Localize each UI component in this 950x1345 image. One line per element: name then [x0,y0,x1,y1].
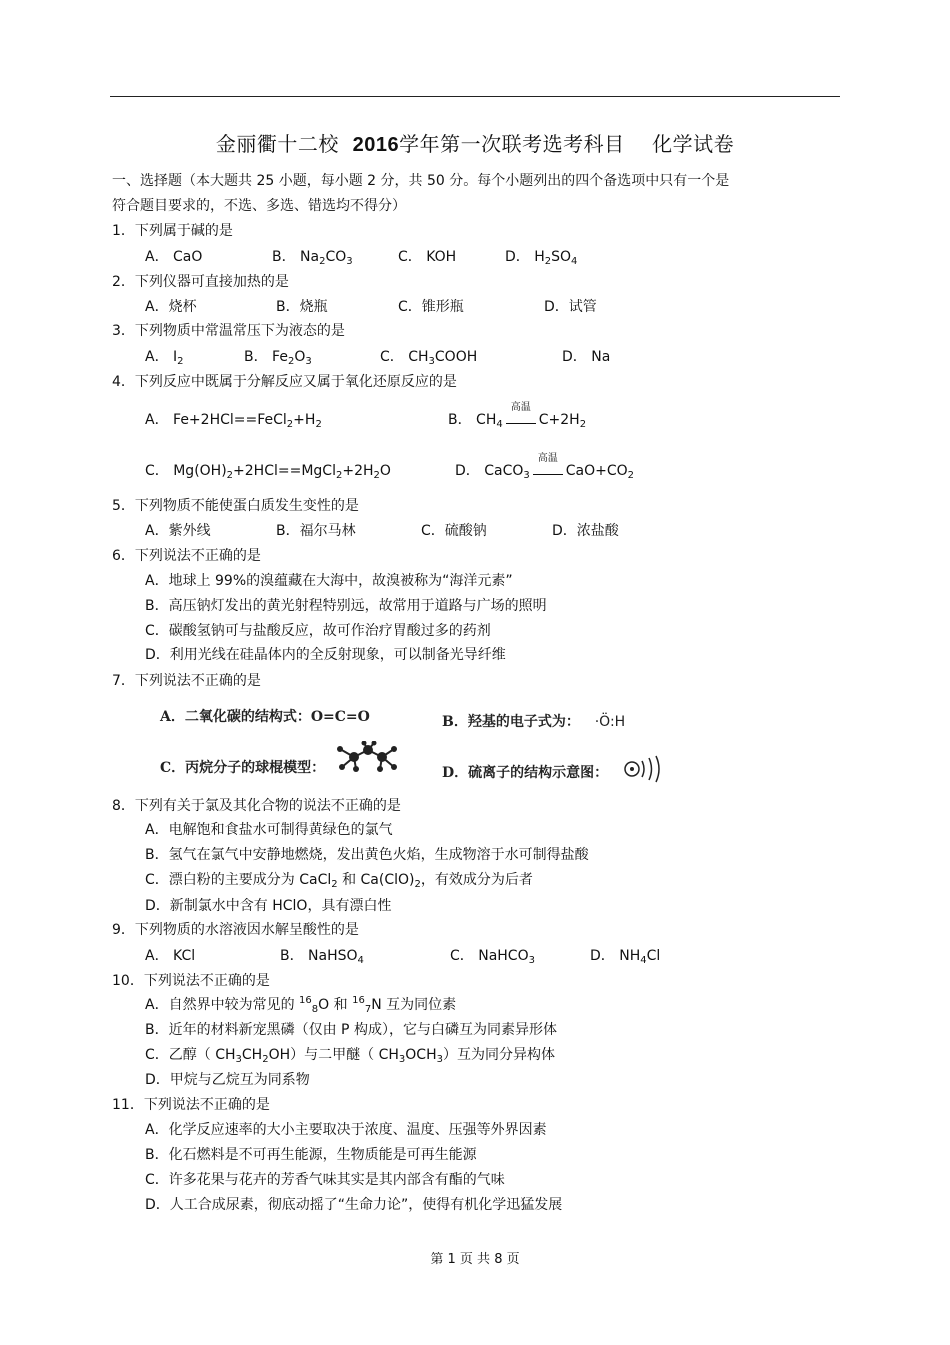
q4-d-condition-arrow: 高温 [533,465,563,475]
q4-option-c: C． $Mg(OH)_2+2HCl==MgCl_2+2H_2O$ [145,463,391,481]
q1-option-c: C． KOH [398,249,457,265]
q9-option-a: A． KCl [145,948,196,964]
header-rule [110,96,840,97]
q9-option-c: C． NaHCO$_3$ [450,948,535,966]
q8-option-c: C．漂白粉的主要成分为 CaCl$_2$ 和 $Ca(ClO)_2$，有效成分为后者 [145,872,533,890]
page-title: 金丽衢十二校 2016学年第一次联考选考科目 化学试卷 [215,132,735,156]
q6-option-a: A．地球上 99%的溴蕴藏在大海中，故溴被称为“海洋元素” [145,573,513,589]
q5-stem: 5．下列物质不能使蛋白质发生变性的是 [112,498,359,514]
q4-b-condition-arrow: 高温 [506,414,536,424]
section-heading-line2: 符合题目要求的，不选、多选、错选均不得分） [112,198,406,214]
q6-stem: 6．下列说法不正确的是 [112,548,261,564]
q7-option-d: D．硫离子的结构示意图： [442,765,609,781]
q3-option-a: A． $I_2$ [145,349,184,367]
q1-stem: 1．下列属于碱的是 [112,223,233,239]
q2-option-c: C．锥形瓶 [398,299,464,315]
q4-option-d: D． CaCO$_3$ 高温 $CaO+CO_2$ [455,453,635,481]
q8-stem: 8．下列有关于氯及其化合物的说法不正确的是 [112,798,401,814]
q3-option-c: C． $CH_3COOH$ [380,349,478,367]
q1-option-a: A． CaO [145,249,203,265]
q5-option-a: A．紫外线 [145,523,211,539]
q10-option-d: D．甲烷与乙烷互为同系物 [145,1072,310,1088]
q10-option-b: B．近年的材料新宠黑磷（仅由 P 构成），它与白磷互为同素异形体 [145,1022,557,1038]
q8-option-b: B．氢气在氯气中安静地燃烧，发出黄色火焰，生成物溶于水可制得盐酸 [145,847,589,863]
q11-stem: 11．下列说法不正确的是 [112,1097,270,1113]
q2-stem: 2．下列仪器可直接加热的是 [112,274,289,290]
q4-option-b: B． $CH_4$ 高温 $C+2H_2$ [448,402,587,430]
q6-option-d: D．利用光线在硅晶体内的全反射现象，可以制备光导纤维 [145,647,506,663]
q11-option-c: C．许多花果与花卉的芳香气味其实是其内部含有酯的气味 [145,1172,505,1188]
q6-option-b: B．高压钠灯发出的黄光射程特别远，故常用于道路与广场的照明 [145,598,547,614]
q4-stem: 4．下列反应中既属于分解反应又属于氧化还原反应的是 [112,374,457,390]
q8-option-a: A．电解饱和食盐水可制得黄绿色的氯气 [145,822,393,838]
q4-option-a: A． $Fe+2HCl==FeCl_2+H_2$ [145,412,322,430]
q9-option-d: D． $NH_4Cl$ [590,948,661,966]
q9-stem: 9．下列物质的水溶液因水解呈酸性的是 [112,922,359,938]
q7-stem: 7．下列说法不正确的是 [112,673,261,689]
q6-option-c: C．碳酸氢钠可与盐酸反应，故可作治疗胃酸过多的药剂 [145,623,491,639]
q7-hydroxyl-electron-formula: ·Ö:H [594,714,626,730]
q1-option-b: B． $Na_2CO_3$ [272,249,353,267]
q5-option-c: C．硫酸钠 [421,523,487,539]
q2-option-b: B．烧瓶 [276,299,328,315]
q5-option-b: B．福尔马林 [276,523,356,539]
section-heading-line1: 一、选择题（本大题共 25 小题，每小题 2 分，共 50 分。每个小题列出的四个备选项中只有一个是 [112,173,730,189]
q7-option-c: C．丙烷分子的球棍模型： [160,760,326,776]
q9-option-b: B． NaHSO$_4$ [280,948,364,966]
q10-option-c: C．乙醇（ $CH_3CH_2OH$）与二甲醚（ $CH_3OCH_3$）互为同分异构体 [145,1047,555,1065]
q7-option-a: A．二氧化碳的结构式：O=C=O [160,709,370,725]
q2-option-a: A．烧杯 [145,299,197,315]
q11-option-a: A．化学反应速率的大小主要取决于浓度、温度、压强等外界因素 [145,1122,547,1138]
q3-option-d: D． Na [562,349,611,365]
q8-option-d: D．新制氯水中含有 HClO，具有漂白性 [145,898,392,914]
q7-option-b: B．羟基的电子式为： ·Ö:H [442,714,626,730]
q5-option-d: D．浓盐酸 [552,523,619,539]
q10-stem: 10．下列说法不正确的是 [112,973,270,989]
q1-option-d: D． $H_2SO_4$ [505,249,578,267]
q3-option-b: B． $Fe_2O_3$ [244,349,312,367]
q11-option-b: B．化石燃料是不可再生能源，生物质能是可再生能源 [145,1147,477,1163]
q3-stem: 3．下列物质中常温常压下为液态的是 [112,323,345,339]
sulfide-ion-structure-diagram-icon [622,755,664,783]
propane-ball-stick-model-icon [334,741,400,773]
q11-option-d: D．人工合成尿素，彻底动摇了“生命力论”，使得有机化学迅猛发展 [145,1197,563,1213]
q10-option-a: A．自然界中较为常见的 $^{16}_8$O 和 $^{16}_7$N 互为同位素 [145,995,457,1015]
page-footer: 第 1 页 共 8 页 [430,1252,520,1267]
q2-option-d: D．试管 [544,299,597,315]
